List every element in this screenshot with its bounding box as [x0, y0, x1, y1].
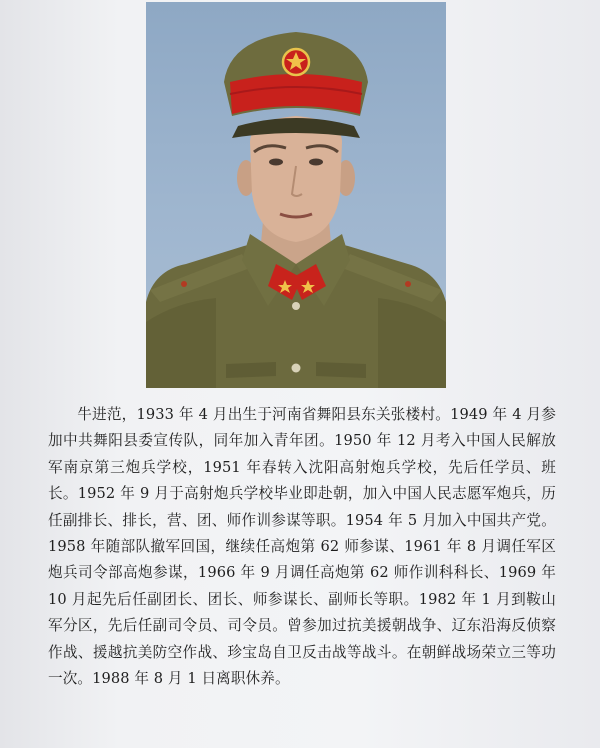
biography-text-block: [48, 402, 556, 692]
biography-paragraph: 牛进范，1933 年 4 月出生于河南省舞阳县东关张楼村。1949 年 4 月参加中共舞阳县委宣传队，同年加入青年团。1950 年 12 月考入中国人民解放军南京第三炮兵学校，1951 年春转入沈阳高射炮兵学校，先后任学员、班长。1952 年 9 月于高射炮兵学校毕业即赴朝，加入中国人民志愿军炮兵，历任副排长、排长，营、团、师作训参谋等职。1954 年 5 月加入中国共产党。1958 年随部队撤军回国，继续任高炮第 62 师参谋、1961 年 8 月调任军区炮兵司令部高炮参谋，1966 年 9 月调任高炮第 62 师作训科科长、1969 年 10 月起先后任副团长、团长、师参谋长、副师长等职。1982 年 1 月到鞍山军分区，先后任副司令员、司令员。曾参加过抗美援朝战争、辽东沿海反侦察作战、援越抗美防空作战、珍宝岛自卫反击战等战斗。在朝鲜战场荣立三等功一次。1988 年 8 月 1 日离职休养。: [48, 406, 556, 688]
officer-portrait-graphic: [146, 2, 446, 388]
portrait-photo: [146, 2, 446, 388]
